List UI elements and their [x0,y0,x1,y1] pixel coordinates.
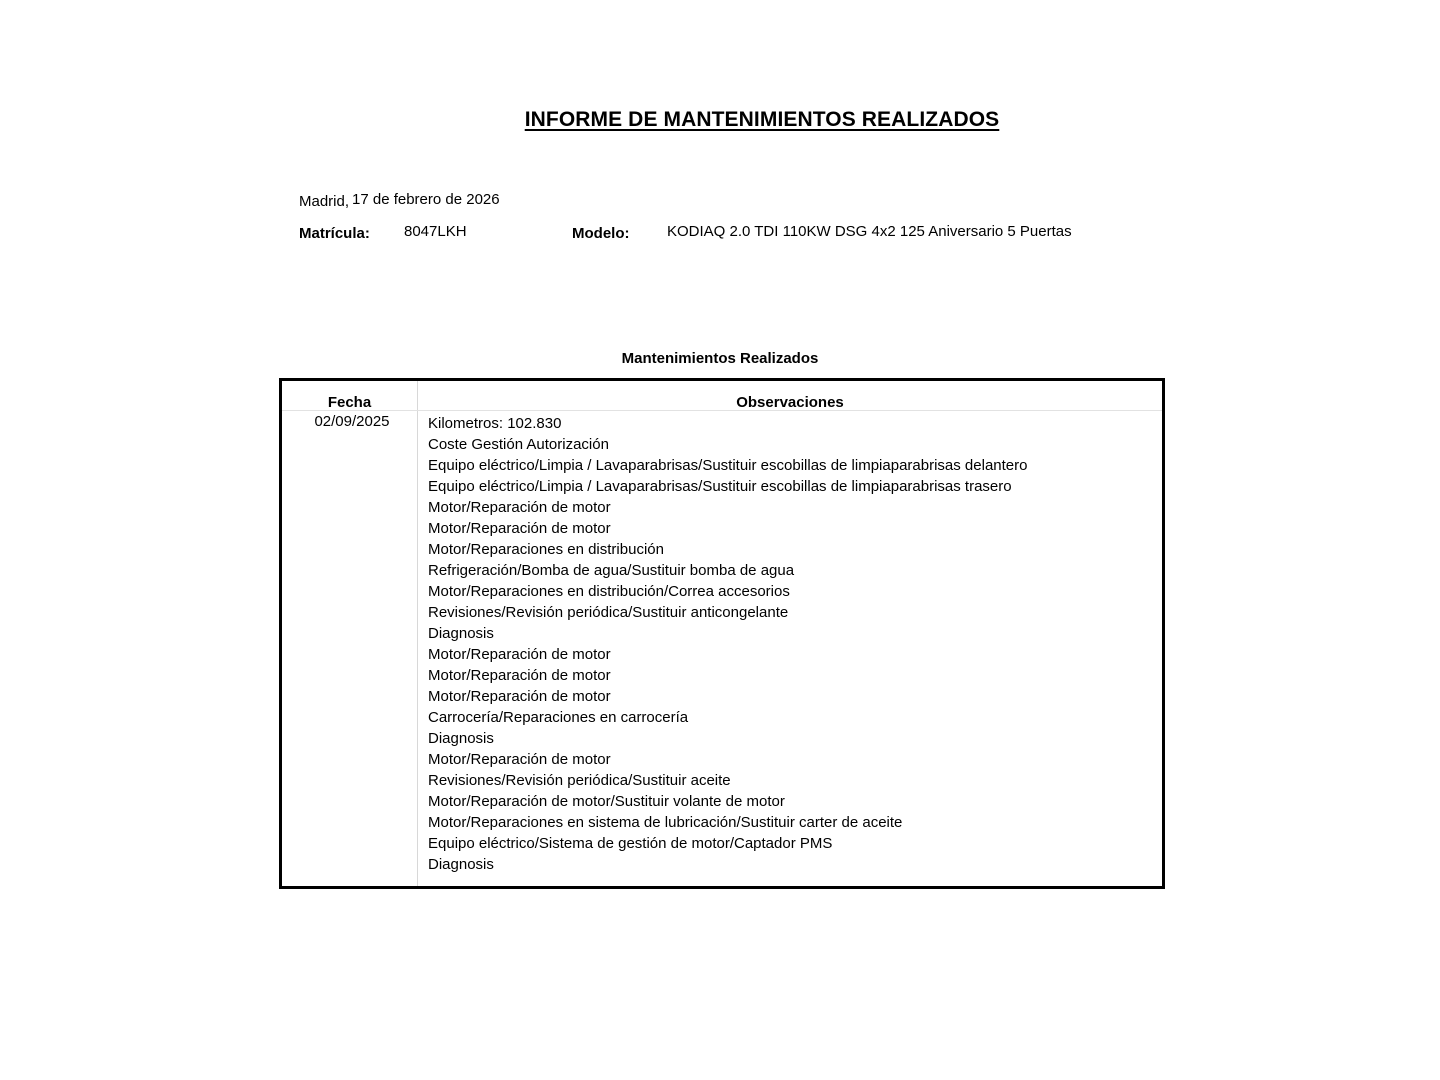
column-header-observaciones: Observaciones [736,394,844,411]
observation-item: Kilometros: 102.830 [428,415,562,432]
plate-value: 8047LKH [404,223,467,240]
plate-label: Matrícula: [299,225,370,242]
observation-item: Motor/Reparación de motor [428,667,611,684]
observation-item: Equipo eléctrico/Limpia / Lavaparabrisas/Sustituir escobillas de limpiaparabrisas delantero [428,457,1028,474]
observation-item: Motor/Reparación de motor [428,520,611,537]
model-value: KODIAQ 2.0 TDI 110KW DSG 4x2 125 Aniversario 5 Puertas [667,223,1072,240]
observation-item: Diagnosis [428,730,494,747]
maintenance-table [279,378,1165,889]
observation-item: Motor/Reparaciones en distribución/Correa accesorios [428,583,790,600]
observations-list [428,413,1027,875]
maintenance-section-title: Mantenimientos Realizados [621,350,819,367]
place-city: Madrid, [299,193,350,210]
observation-item: Motor/Reparación de motor [428,499,611,516]
observation-item: Equipo eléctrico/Limpia / Lavaparabrisas/Sustituir escobillas de limpiaparabrisas trasero [428,478,1012,495]
observation-item: Coste Gestión Autorización [428,436,609,453]
observation-item: Carrocería/Reparaciones en carrocería [428,709,689,726]
table-cell-fecha: 02/09/2025 [314,413,390,430]
observation-item: Motor/Reparación de motor [428,646,611,663]
observation-item: Motor/Reparación de motor [428,688,611,705]
report-title: INFORME DE MANTENIMIENTOS REALIZADOS [524,108,1000,131]
observation-item: Refrigeración/Bomba de agua/Sustituir bomba de agua [428,562,795,579]
observation-item: Revisiones/Revisión periódica/Sustituir aceite [428,772,731,789]
report-date: 17 de febrero de 2026 [352,191,500,208]
observation-item: Equipo eléctrico/Sistema de gestión de motor/Captador PMS [428,835,833,852]
observation-item: Diagnosis [428,625,494,642]
observation-item: Motor/Reparaciones en sistema de lubricación/Sustituir carter de aceite [428,814,903,831]
observation-item: Motor/Reparación de motor [428,751,611,768]
observation-item: Diagnosis [428,856,494,873]
observation-item: Motor/Reparación de motor/Sustituir volante de motor [428,793,785,810]
model-label: Modelo: [572,225,630,242]
observation-item: Revisiones/Revisión periódica/Sustituir anticongelante [428,604,789,621]
observation-item: Motor/Reparaciones en distribución [428,541,664,558]
column-divider [417,381,418,886]
column-header-fecha: Fecha [327,394,372,411]
